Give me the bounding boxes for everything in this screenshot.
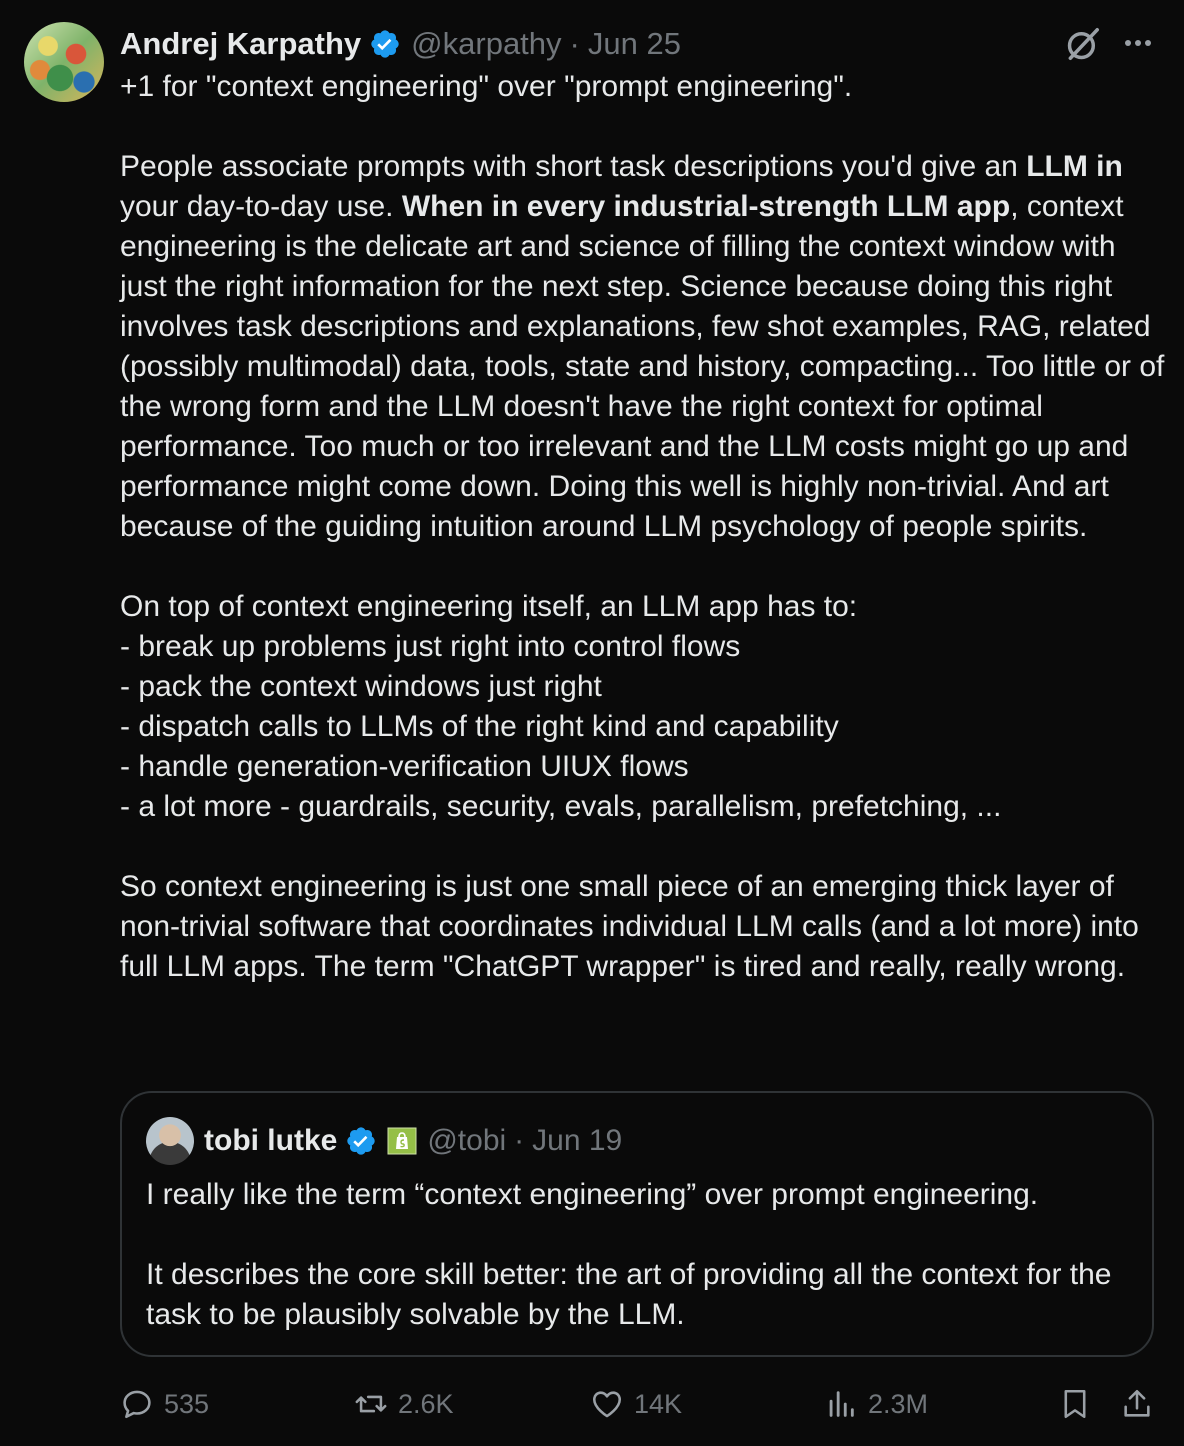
author-name[interactable]: Andrej Karpathy bbox=[120, 26, 362, 61]
tweet-text bbox=[120, 67, 1170, 987]
repost-icon bbox=[354, 1387, 388, 1421]
quoted-tweet-header bbox=[204, 1121, 622, 1161]
repost-button[interactable] bbox=[354, 1380, 454, 1428]
tweet-paragraph-2: People associate prompts with short task descriptions you'd give an LLM in your day-to-day use. When in every industrial-strength LLM app, context engineering is the delicate art and science of filling the context window with just the right information for the next step. Science because doing this right involves task descriptions and explanations, few shot examples, RAG, related (possibly multimodal) data, tools, state and history, compacting... Too little or of the wrong form and the LLM doesn't have the right context for optimal performance. Too much or too irrelevant and the LLM costs might go up and performance might come down. Doing this well is highly non-trivial. And art because of the guiding intuition around LLM psychology of people spirits. bbox=[120, 150, 1165, 543]
reply-icon bbox=[120, 1387, 154, 1421]
more-icon[interactable] bbox=[1120, 30, 1156, 56]
quoted-tweet-text bbox=[146, 1175, 1136, 1335]
quoted-tweet[interactable] bbox=[120, 1091, 1154, 1357]
list-item: - handle generation-verification UIUX flows bbox=[120, 750, 689, 783]
bookmark-icon[interactable] bbox=[1058, 1387, 1092, 1421]
list-item: - a lot more - guardrails, security, evals, parallelism, prefetching, ... bbox=[120, 790, 1002, 823]
quoted-tweet-date[interactable]: Jun 19 bbox=[532, 1124, 623, 1157]
quoted-author-avatar[interactable] bbox=[146, 1117, 194, 1165]
author-avatar[interactable] bbox=[24, 22, 104, 102]
repost-count: 2.6K bbox=[398, 1388, 454, 1419]
list-item: - break up problems just right into control flows bbox=[120, 630, 741, 663]
verified-badge-icon bbox=[369, 28, 401, 60]
share-icon[interactable] bbox=[1120, 1387, 1154, 1421]
tweet-date[interactable]: Jun 25 bbox=[587, 26, 681, 61]
quoted-paragraph-2: It describes the core skill better: the art of providing all the context for the task to be plausibly solvable by the LLM. bbox=[146, 1258, 1112, 1331]
quoted-paragraph-1: I really like the term “context engineering” over prompt engineering. bbox=[146, 1178, 1039, 1211]
separator-dot: · bbox=[569, 26, 580, 61]
quoted-author-name[interactable]: tobi lutke bbox=[204, 1124, 338, 1157]
like-count: 14K bbox=[634, 1388, 683, 1419]
tweet-paragraph-1: +1 for "context engineering" over "prompt engineering". bbox=[120, 70, 853, 103]
tweet-paragraph-4: So context engineering is just one small piece of an emerging thick layer of non-trivial software that coordinates individual LLM calls (and a lot more) into full LLM apps. The term "ChatGPT wrapper" is tired and really, really wrong. bbox=[120, 870, 1139, 983]
like-button[interactable] bbox=[590, 1380, 682, 1428]
views-icon bbox=[824, 1387, 858, 1421]
like-icon bbox=[590, 1387, 624, 1421]
grok-icon[interactable] bbox=[1064, 25, 1102, 63]
views-count: 2.3M bbox=[868, 1388, 929, 1419]
author-handle[interactable]: @karpathy bbox=[411, 26, 562, 61]
list-item: - pack the context windows just right bbox=[120, 670, 602, 703]
shopify-badge-icon[interactable] bbox=[387, 1127, 417, 1155]
reply-button[interactable] bbox=[120, 1380, 209, 1428]
verified-badge-icon bbox=[345, 1125, 377, 1157]
action-bar bbox=[120, 1380, 1160, 1428]
reply-count: 535 bbox=[164, 1388, 210, 1419]
views-button[interactable] bbox=[824, 1380, 928, 1428]
list-item: - dispatch calls to LLMs of the right kind and capability bbox=[120, 710, 839, 743]
separator-dot: · bbox=[514, 1124, 525, 1157]
quoted-author-handle[interactable]: @tobi bbox=[427, 1124, 507, 1157]
tweet-paragraph-3-intro: On top of context engineering itself, an LLM app has to: bbox=[120, 590, 858, 623]
tweet-header bbox=[120, 24, 681, 64]
